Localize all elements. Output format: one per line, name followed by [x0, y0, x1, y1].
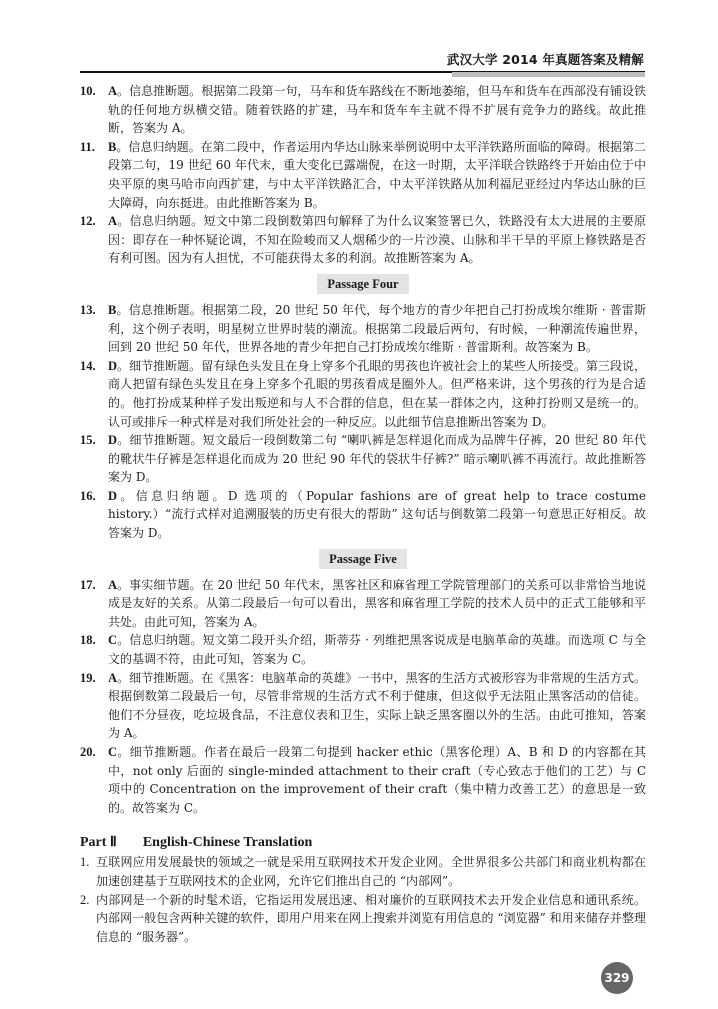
item-answer: A: [108, 84, 118, 98]
answer-item-14: [80, 357, 646, 431]
item-answer: C: [108, 745, 118, 759]
item-explanation: 。细节推断题。在《黑客：电脑革命的英雄》一书中，黑客的生活方式被形容为非常规的生活方式。根据倒数第二段最后一句，尽管非常规的生活方式不利于健康，但这似乎无法阻止黑客活动的信徒。他们不分昼夜，吃垃圾食品，不注意仪表和卫生，实际上缺乏黑客圈以外的生活。由此可推知，答案为 A。: [108, 670, 646, 741]
item-answer: A: [108, 670, 118, 685]
item-answer: A: [108, 577, 118, 592]
answer-item-15: [80, 431, 646, 487]
header-band: [452, 72, 645, 77]
answer-item-19: [80, 669, 646, 743]
translation-text: 互联网应用发展最快的领域之一就是采用互联网技术开发企业网。全世界很多公共部门和商业机构都在加速创建基于互联网技术的企业网，允许它们推出自己的 “内部网”。: [96, 855, 646, 888]
item-number: 11.: [80, 139, 95, 154]
item-explanation: 。细节推断题。留有绿色头发且在身上穿多个孔眼的男孩也许被社会上的某些人所接受。第三段说，商人把留有绿色头发且在身上穿多个孔眼的男孩看成是圈外人。但严格来讲，这个男孩的行为是合适的。他打扮成某种样子发出叛逆和与人不合群的信息，但在某一群体之内，这种打扮则又是统一的。认可或排斥一种式样是对我们所处社会的一种反应。以此细节信息推断出答案为 D。: [108, 358, 646, 429]
item-number: 20.: [80, 745, 96, 759]
passage-five-heading-wrap: [80, 549, 646, 569]
passage-four-heading-wrap: [80, 274, 646, 294]
answer-item-12: [80, 212, 646, 268]
item-explanation: 。信息推断题。根据第二段，20 世纪 50 年代，每个地方的青少年把自己打扮成埃尔维斯 · 普雷斯利，这个例子表明，明星树立世界时装的潮流。根据第二段最后两句，有时候，一种潮流传遍世界，回到 20 世纪 50 年代，世界各地的青少年把自己打扮成埃尔维斯 · 普雷斯利。故答案为 B。: [108, 302, 646, 355]
item-explanation: 。信息归纳题。短文第二段开头介绍，斯蒂芬 · 列维把黑客说成是电脑革命的英雄。而选项 C 与全文的基调不符，由此可知，答案为 C。: [108, 633, 646, 667]
item-answer: B: [108, 139, 117, 154]
item-answer: C: [108, 633, 118, 648]
translation-number: 2.: [80, 892, 90, 907]
item-number: 13.: [80, 302, 96, 317]
answer-item-17: [80, 576, 646, 632]
item-explanation: 。信息归纳题。D 选项的（Popular fashions are of great help to trace costume history.）“流行式样对追溯服装的历史有很大的帮助” 这句话与倒数第二段第一句意思正好相反。故答案为 D。: [108, 488, 646, 541]
item-number: 16.: [80, 488, 96, 503]
part-title: English-Chinese Translation: [142, 835, 313, 851]
item-explanation: 。信息推断题。根据第二段第一句，马车和货车路线在不断地萎缩，但马车和货车在西部没有铺设铁轨的任何地方纵横交错。随着铁路的扩建，马车和货车车主就不得不扩展有竞争力的路线。故此推断，答案为 A。: [108, 84, 646, 136]
item-answer: D: [108, 488, 118, 503]
item-explanation: 。信息归纳题。在第二段中，作者运用内华达山脉来举例说明中太平洋铁路所面临的障碍。根据第二段第二句，19 世纪 60 年代末，重大变化已露端倪，在这一时期，太平洋联合铁路终于开始由位于中央平原的奥马哈市向西扩建，与中太平洋铁路汇合，中太平洋铁路从加利福尼亚经过内华达山脉的巨大障碍，向东挺进。由此推断答案为 B。: [108, 139, 646, 210]
item-number: 19.: [80, 670, 96, 685]
item-number: 17.: [80, 577, 96, 592]
item-number: 12.: [80, 214, 96, 229]
passage-five-heading: Passage Five: [319, 549, 407, 569]
answer-item-13: [80, 301, 646, 357]
item-answer: B: [108, 302, 117, 317]
answer-item-20: [80, 743, 646, 817]
part-two-heading: [80, 833, 646, 853]
item-explanation: 。细节推断题。作者在最后一段第二句提到 hacker ethic（黑客伦理）A、B 和 D 的内容都在其中，not only 后面的 single-minded attachment to their craft（专心致志于他们的工艺）与 C 项中的 Concentration on the improvement of their craft（集中精力改善工艺）的意思是一致的。故答案为 C。: [108, 745, 646, 815]
item-explanation: 。信息归纳题。短文中第二段倒数第四句解释了为什么议案签署已久，铁路没有太大进展的主要原因：即存在一种怀疑论调，不知在险峻而又人烟稀少的一片沙漠、山脉和半干旱的平原上修铁路是否有利可图。因为有人担忧，不可能获得太多的利润。故推断答案为 A。: [108, 214, 646, 266]
part-label: Part Ⅱ: [80, 835, 117, 851]
answer-item-10: [80, 82, 646, 138]
item-number: 15.: [80, 433, 96, 448]
translation-text: 内部网是一个新的时髦术语，它指运用发展迅速、相对廉价的互联网技术去开发企业信息和通讯系统。内部网一般包含两种关键的软件，即用户用来在网上搜索并浏览有用信息的 “浏览器” 和用来储存并整理信息的 “服务器”。: [96, 892, 646, 944]
item-explanation: 。事实细节题。在 20 世纪 50 年代末，黑客社区和麻省理工学院管理部门的关系可以非常恰当地说成是友好的关系。从第二段最后一句可以看出，黑客和麻省理工学院的技术人员中的正式工能够和平共处。由此可知，答案为 A。: [108, 577, 646, 629]
item-explanation: 。细节推断题。短文最后一段倒数第二句 “喇叭裤是怎样退化而成为品牌牛仔裤，20 世纪 80 年代的靴状牛仔裤是怎样退化而成为 20 世纪 90 年代的袋状牛仔裤?” 暗示喇叭裤不再流行。故此推断答案为 D。: [108, 433, 646, 485]
answer-item-16: [80, 487, 646, 543]
item-answer: D: [108, 358, 118, 373]
passage-four-heading: Passage Four: [317, 274, 408, 294]
translation-number: 1.: [80, 855, 90, 870]
running-header-title: 武汉大学 2014 年真题答案及精解: [446, 52, 644, 67]
item-number: 14.: [80, 358, 96, 373]
answer-item-18: [80, 631, 646, 668]
translation-item-2: [80, 891, 646, 947]
item-answer: D: [108, 433, 118, 448]
page-content: [80, 82, 646, 946]
item-number: 10.: [80, 84, 96, 98]
item-number: 18.: [80, 633, 96, 648]
translation-item-1: [80, 853, 646, 890]
item-answer: A: [108, 214, 118, 229]
page-number-badge: 329: [601, 962, 633, 994]
answer-item-11: [80, 138, 646, 212]
